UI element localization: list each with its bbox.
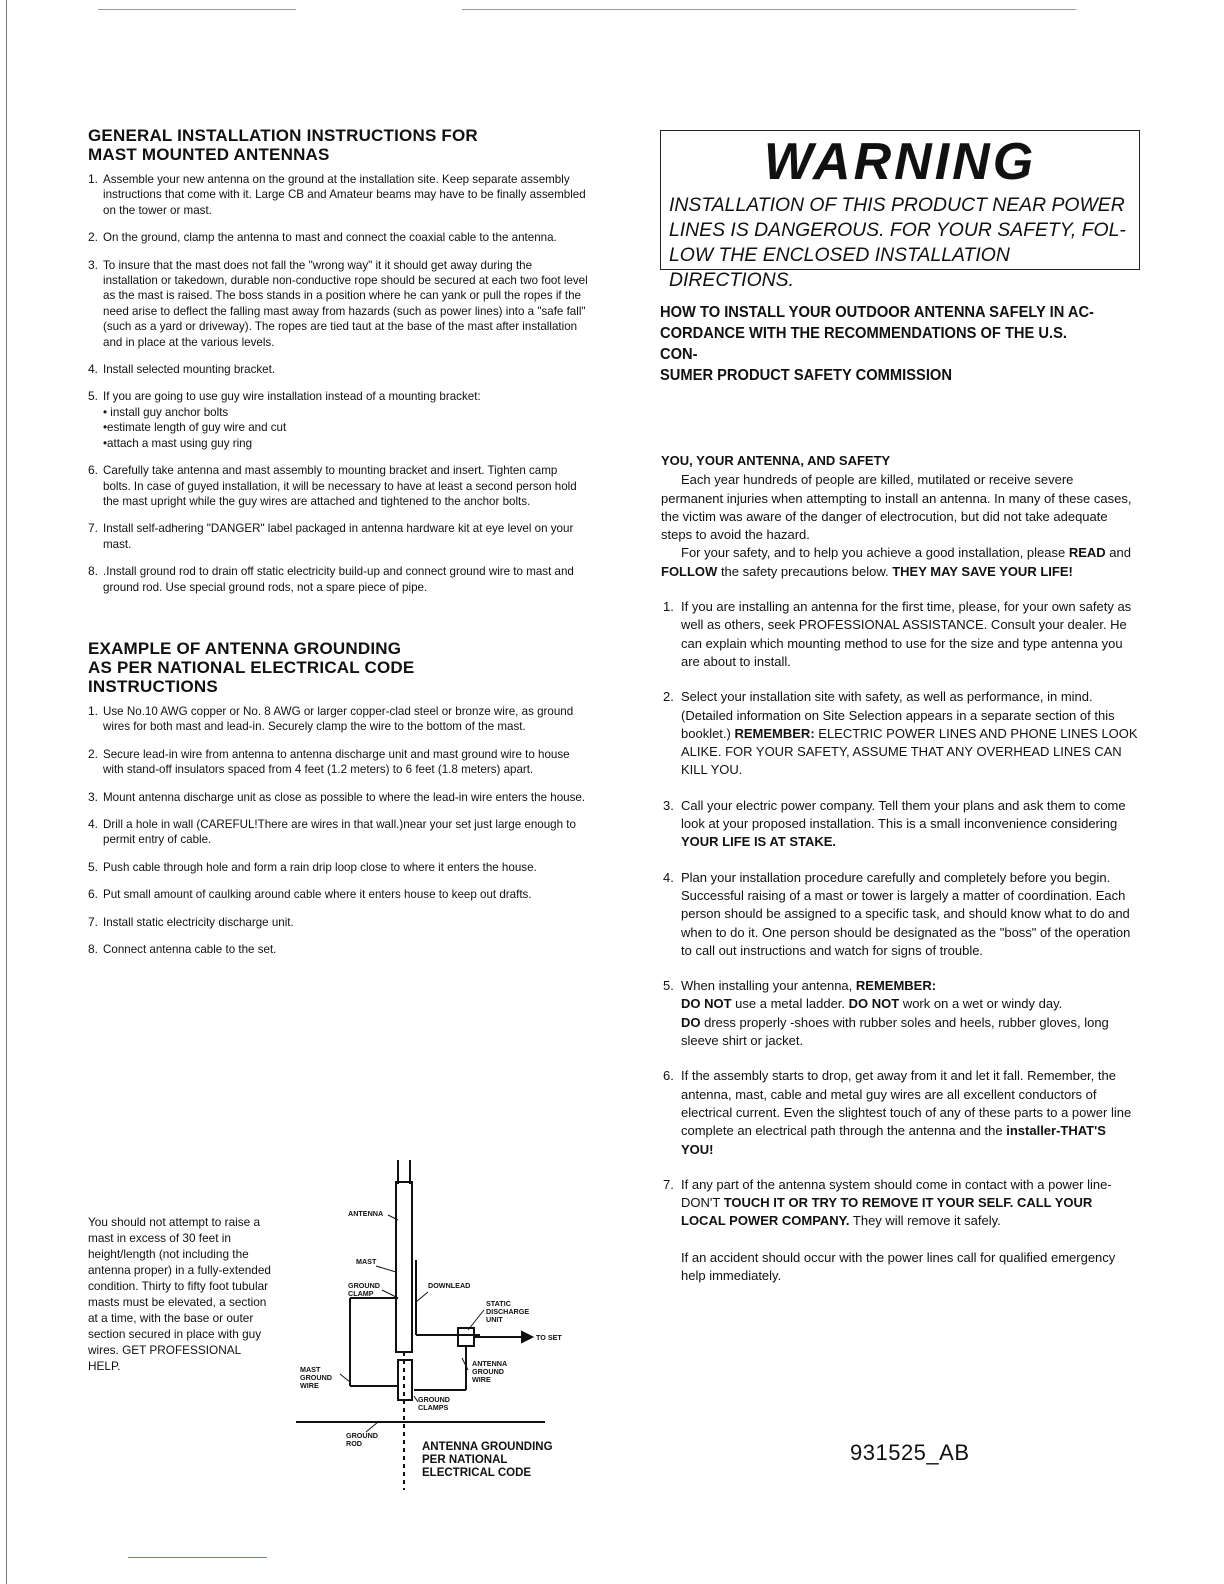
general-step: 6. Carefully take antenna and mast assembly to mounting bracket and insert. Tighten camp bolts. In case of guyed installation, it will be necessary to have at least a second person hold the mast upright while the guy wires are attached and tightened to the anchor bolts. xyxy=(88,463,577,508)
safety-item: 1. If you are installing an antenna for the first time, please, for your own safety as well as others, seek PROFESSIONAL ASSISTANCE. Consult your dealer. He can explain which mounting method to use for the size and type antenna you are about to install. xyxy=(663,599,1132,669)
svg-text:ELECTRICAL CODE: ELECTRICAL CODE xyxy=(422,1467,532,1479)
safety-item: 4. Plan your installation procedure carefully and completely before you begin. Successful raising of a mast or tower is largely a matter of coordination. Each person should be assigned to a specific task, and should know what to do and when to do it. One person should be designated as the "boss" of the operation to call out instructions and watch for signs of trouble. xyxy=(663,869,1131,958)
grounding-step: 8. Connect antenna cable to the set. xyxy=(88,942,277,956)
svg-text:DISCHARGE: DISCHARGE xyxy=(486,1307,530,1316)
label-to-set: TO SET xyxy=(536,1333,562,1342)
scan-edge-left xyxy=(6,0,7,1584)
safety-item: 6. If the assembly starts to drop, get away from it and let it fall. Remember, the antenna, mast, cable and metal guy wires are all excellent conductors of electrical current. Even the slightest touch of any of these parts to a power line complete an electrical path through the antenna and the installer-THAT'S YOU! xyxy=(663,1068,1132,1157)
svg-text:CLAMP: CLAMP xyxy=(348,1289,374,1298)
label-static-discharge: STATIC xyxy=(486,1299,511,1308)
svg-text:ROD: ROD xyxy=(346,1439,362,1448)
scan-line-top-right xyxy=(462,9,1076,10)
howto-heading: HOW TO INSTALL YOUR OUTDOOR ANTENNA SAFELY IN AC- CORDANCE WITH THE RECOMMENDATIONS OF THE U.S. CON- SUMER PRODUCT SAFETY COMMISSION xyxy=(660,304,1094,384)
safety-item: 5. When installing your antenna, REMEMBER: DO NOT use a metal ladder. DO NOT work on a wet or windy day. DO dress properly -shoes with rubber soles and heels, rubber gloves, long sleeve shirt or jacket. xyxy=(663,978,1109,1049)
svg-text:UNIT: UNIT xyxy=(486,1315,503,1324)
label-mast: MAST xyxy=(356,1257,377,1266)
bullet-item: •attach a mast using guy ring xyxy=(103,436,253,450)
grounding-step: 2. Secure lead-in wire from antenna to antenna discharge unit and mast ground wire to house with stand-off insulators spaced from 4 feet (1.2 meters) to 6 feet (1.8 meters) apart. xyxy=(88,746,570,777)
general-title: GENERAL INSTALLATION INSTRUCTIONS FOR MAST MOUNTED ANTENNAS xyxy=(88,126,478,164)
grounding-step: 3. Mount antenna discharge unit as close as possible to where the lead-in wire enters the house. xyxy=(88,789,586,804)
grounding-step: 4. Drill a hole in wall (CAREFUL!There are wires in that wall.)near your set just large enough to permit entry of cable. xyxy=(88,816,576,847)
grounding-steps xyxy=(88,704,588,957)
mast-height-note: You should not attempt to raise a mast in excess of 30 feet in height/length (not including the antenna proper) in a fully-extended condition. Thirty to fifty foot tubular masts must be elevated, a section at a time, with the base or outer section secured in place with guy wires. GET PROFESSIONAL HELP. xyxy=(88,1215,271,1373)
label-downlead: DOWNLEAD xyxy=(428,1281,471,1290)
bullet-item: •estimate length of guy wire and cut xyxy=(103,421,287,435)
bullet-item: • install guy anchor bolts xyxy=(103,405,229,419)
label-ground-clamps: GROUND xyxy=(418,1395,450,1404)
svg-text:WIRE: WIRE xyxy=(300,1381,319,1390)
safety-item: 3. Call your electric power company. Tell them your plans and ask them to come look at your proposed installation. This is a small inconvenience considering YOUR LIFE IS AT STAKE. xyxy=(663,797,1126,850)
label-antenna: ANTENNA xyxy=(348,1209,384,1218)
grounding-step: 5. Push cable through hole and form a rain drip loop close to where it enters the house. xyxy=(88,859,537,874)
general-step: 4. Install selected mounting bracket. xyxy=(88,362,276,377)
safety-section xyxy=(661,452,1139,1285)
label-antenna-ground-wire: ANTENNA xyxy=(472,1359,508,1368)
safety-read-follow: For your safety, and to help you achieve a good installation, please READ and FOLLOW the safety precautions below. THEY MAY SAVE YOUR LIFE! xyxy=(661,545,1131,579)
warning-box xyxy=(660,130,1140,291)
safety-intro: Each year hundreds of people are killed, mutilated or receive severe permanent injuries when attempting to install an antenna. In many of these cases, the victim was aware of the danger of electrocution, but did not take adequate steps to avoid the hazard. xyxy=(661,472,1132,543)
grounding-step: 6. Put small amount of caulking around cable where it enters house to keep out drafts. xyxy=(88,887,532,902)
safety-heading: YOU, YOUR ANTENNA, AND SAFETY xyxy=(661,453,891,468)
warning-text: INSTALLATION OF THIS PRODUCT NEAR POWER LINES IS DANGEROUS. FOR YOUR SAFETY, FOL- LOW THE ENCLOSED INSTALLATION DIRECTIONS. xyxy=(669,194,1126,291)
general-instructions xyxy=(88,126,588,969)
diagram-caption: ANTENNA GROUNDING xyxy=(422,1441,553,1453)
grounding-step: 1. Use No.10 AWG copper or No. 8 AWG or larger copper-clad steel or bronze wire, as ground wires for both mast and lead-in. Securely clamp the wire to the bottom of the mast. xyxy=(88,703,574,734)
general-step: 1. Assemble your new antenna on the ground at the installation site. Keep separate assembly instructions that come with it. Large CB and Amateur beams may have to be finally assembled on the tower or mast. xyxy=(88,172,586,217)
general-step: 7. Install self-adhering "DANGER" label packaged in antenna hardware kit at eye level on your mast. xyxy=(88,521,574,551)
safety-items xyxy=(661,598,1139,1231)
general-step: 3. To insure that the mast does not fall the "wrong way" it it should get away during the installation or takedown, durable non-conductive rope should be secured at each two foot level as the mast is raised. The boss stands in a position where he can yank or pull the ropes if the need arise to deflect the falling mast away from hazards (such as power lines) into a "safe fall" (such as a yard or driveway). The ropes are tied taut at the base of the mast after installation and in place at the various levels. xyxy=(88,257,588,349)
antenna-grounding-diagram xyxy=(290,1160,590,1490)
general-step: 8. .Install ground rod to drain off static electricity build-up and connect ground wire to mast and ground rod. Use special ground rods, not a spare piece of pipe. xyxy=(88,564,574,594)
scan-line-bottom xyxy=(128,1557,267,1558)
safety-item: 2. Select your installation site with safety, as well as performance, in mind. (Detailed information on Site Selection appears in a separate section of this booklet.) REMEMBER: ELECTRIC POWER LINES AND PHONE LINES LOOK ALIKE. FOR YOUR SAFETY, ASSUME THAT ANY OVERHEAD LINES CAN KILL YOU. xyxy=(663,689,1138,778)
svg-text:PER NATIONAL: PER NATIONAL xyxy=(422,1454,508,1466)
general-step: 5. If you are going to use guy wire installation instead of a mounting bracket: • install guy anchor bolts •estimate length of guy wire and cut •attach a mast using guy ring xyxy=(88,389,588,451)
part-number: 931525_AB xyxy=(850,1440,970,1465)
grounding-title: EXAMPLE OF ANTENNA GROUNDING AS PER NATIONAL ELECTRICAL CODE INSTRUCTIONS xyxy=(88,638,415,696)
safety-closing: If an accident should occur with the power lines call for qualified emergency help immediately. xyxy=(681,1249,1116,1283)
svg-text:CLAMPS: CLAMPS xyxy=(418,1403,449,1412)
svg-text:GROUND: GROUND xyxy=(472,1367,504,1376)
warning-section xyxy=(660,130,1140,291)
label-ground-clamp: GROUND xyxy=(348,1281,380,1290)
svg-text:WIRE: WIRE xyxy=(472,1375,491,1384)
general-steps xyxy=(88,172,588,595)
label-mast-ground-wire: MAST xyxy=(300,1365,321,1374)
grounding-step: 7. Install static electricity discharge unit. xyxy=(88,914,294,929)
scan-line-top-left xyxy=(98,9,296,10)
svg-text:GROUND: GROUND xyxy=(300,1373,332,1382)
label-ground-rod: GROUND xyxy=(346,1431,378,1440)
general-step: 2. On the ground, clamp the antenna to mast and connect the coaxial cable to the antenna. xyxy=(88,230,557,245)
safety-item: 7. If any part of the antenna system should come in contact with a power line-DON'T TOUCH IT OR TRY TO REMOVE IT YOUR SELF. CALL YOUR LOCAL POWER COMPANY. They will remove it safely. xyxy=(663,1176,1112,1229)
warning-title: WARNING xyxy=(763,133,1037,191)
